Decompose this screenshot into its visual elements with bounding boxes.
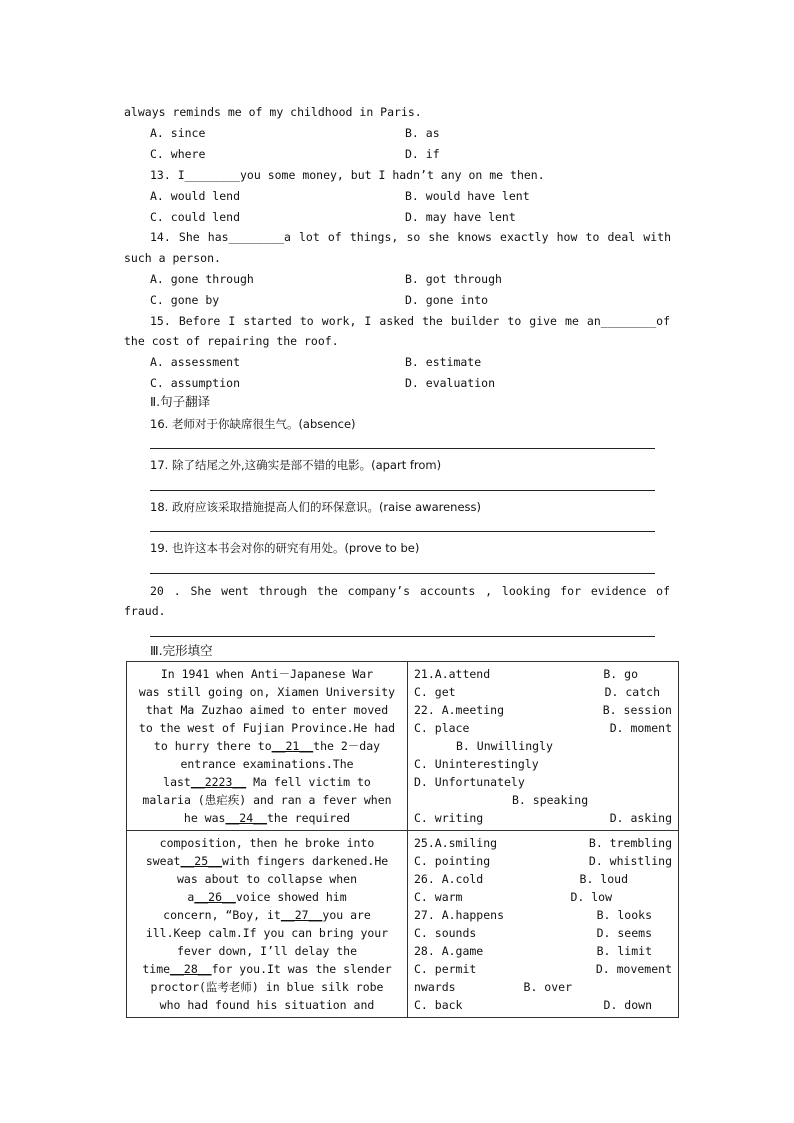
option-row: 26. A.cold B. loud: [414, 872, 628, 886]
answer-line-19[interactable]: [150, 573, 655, 574]
cloze-row-2: [127, 831, 679, 1018]
blank-24[interactable]: __24__: [225, 811, 267, 825]
q12-option-a: A. since: [150, 126, 206, 140]
option-row: D. Unfortunately: [414, 775, 525, 789]
q12-stem-tail: always reminds me of my childhood in Paris.: [124, 105, 422, 119]
blank-22-23[interactable]: __2223__: [190, 775, 247, 789]
passage-line: who had found his situation and: [159, 998, 375, 1012]
section-2-title: Ⅱ.句子翻译: [150, 394, 211, 409]
cloze-row-1: [127, 662, 679, 831]
option-row: B. speaking: [512, 793, 589, 807]
passage-line: was still going on, Xiamen University: [138, 685, 396, 699]
option-row: 25.A.smiling B. trembling: [414, 836, 672, 850]
q15-option-b: B. estimate: [405, 355, 482, 369]
option-row: C. place D. moment: [414, 721, 672, 735]
passage-line: sweat__25__with fingers darkened.He: [145, 854, 389, 868]
option-row: 28. A.game B. limit: [414, 944, 652, 958]
q14-stem-line1: 14. She has________a lot of things, so she knows exactly how to deal with: [150, 230, 671, 244]
q14-stem-line2: such a person.: [124, 251, 221, 265]
answer-line-17[interactable]: [150, 490, 655, 491]
option-row: C. permit D. movement: [414, 962, 672, 976]
q14-option-c: C. gone by: [150, 293, 220, 307]
cloze-passage-2: [127, 831, 408, 1018]
answer-line-20[interactable]: [150, 636, 655, 637]
passage-line: to hurry there to__21__the 2－day: [153, 739, 381, 753]
q20-line1: 20 . She went through the company’s accounts , looking for evidence of: [150, 584, 670, 598]
q20-line2: fraud.: [124, 604, 166, 618]
option-row: C. get D. catch: [414, 685, 660, 699]
answer-line-16[interactable]: [150, 448, 655, 449]
q15-stem-line1: 15. Before I started to work, I asked the builder to give me an________of: [150, 314, 670, 328]
q12-option-c: C. where: [150, 147, 206, 161]
blank-26[interactable]: __26__: [194, 890, 236, 904]
section-3-title: Ⅲ.完形填空: [150, 643, 213, 658]
q13-option-a: A. would lend: [150, 189, 241, 203]
option-row: C. writing D. asking: [414, 811, 672, 825]
q15-stem-line2: the cost of repairing the roof.: [124, 334, 339, 348]
passage-line: malaria (患疟疾) and ran a fever when: [142, 793, 392, 807]
passage-line: fever down, I’ll delay the: [176, 944, 357, 958]
passage-line: proctor(监考老师) in blue silk robe: [150, 980, 384, 994]
cloze-options-2: [408, 831, 679, 1018]
answer-line-18[interactable]: [150, 531, 655, 532]
option-row: C. warm D. low: [414, 890, 612, 904]
option-row: C. back D. down: [414, 998, 652, 1012]
blank-21[interactable]: __21__: [271, 739, 314, 753]
q14-option-d: D. gone into: [405, 293, 489, 307]
translation-17: 17. 除了结尾之外,这确实是部不错的电影。(apart from): [150, 458, 442, 472]
q12-option-d: D. if: [405, 147, 440, 161]
passage-line: to the west of Fujian Province.He had: [138, 721, 396, 735]
q15-option-a: A. assessment: [150, 355, 241, 369]
passage-line: In 1941 when Anti－Japanese War: [160, 667, 374, 681]
blank-27[interactable]: __27__: [280, 908, 323, 922]
q13-option-b: B. would have lent: [405, 189, 530, 203]
q14-option-b: B. got through: [405, 272, 502, 286]
q13-option-d: D. may have lent: [405, 210, 516, 224]
translation-18: 18. 政府应该采取措施提高人们的环保意识。(raise awareness): [150, 500, 482, 514]
option-row: 27. A.happens B. looks: [414, 908, 652, 922]
q14-option-a: A. gone through: [150, 272, 254, 286]
q15-option-d: D. evaluation: [405, 376, 496, 390]
option-row: C. pointing D. whistling: [414, 854, 672, 868]
option-row: nwards B. over: [414, 980, 572, 994]
q15-option-c: C. assumption: [150, 376, 241, 390]
option-row: C. Uninterestingly: [414, 757, 539, 771]
q13-stem: 13. I________you some money, but I hadn’t any on me then.: [150, 168, 545, 182]
passage-line: composition, then he broke into: [159, 836, 375, 850]
blank-28[interactable]: __28__: [170, 962, 212, 976]
q13-option-c: C. could lend: [150, 210, 241, 224]
cloze-options-1: [408, 662, 679, 831]
option-row: 21.A.attend B. go: [414, 667, 638, 681]
cloze-passage-1: [127, 662, 408, 831]
option-row: B. Unwillingly: [456, 739, 553, 753]
passage-line: was about to collapse when: [176, 872, 357, 886]
passage-line: he was__24__the required: [183, 811, 351, 825]
passage-line: concern, “Boy, it__27__you are: [163, 908, 371, 922]
option-row: C. sounds D. seems: [414, 926, 652, 940]
passage-line: that Ma Zuzhao aimed to enter moved: [145, 703, 389, 717]
passage-line: ill.Keep calm.If you can bring your: [145, 926, 389, 940]
passage-line: time__28__for you.It was the slender: [142, 962, 392, 976]
passage-line: entrance examinations.The: [180, 757, 354, 771]
q12-option-b: B. as: [405, 126, 440, 140]
passage-line: a__26__voice showed him: [187, 890, 347, 904]
blank-25[interactable]: __25__: [180, 854, 222, 868]
translation-16: 16. 老师对于你缺席很生气。(absence): [150, 417, 356, 431]
option-row: 22. A.meeting B. session: [414, 703, 672, 717]
cloze-table: [126, 661, 679, 1018]
passage-line: last__2223__ Ma fell victim to: [163, 775, 371, 789]
translation-19: 19. 也许这本书会对你的研究有用处。(prove to be): [150, 541, 420, 555]
